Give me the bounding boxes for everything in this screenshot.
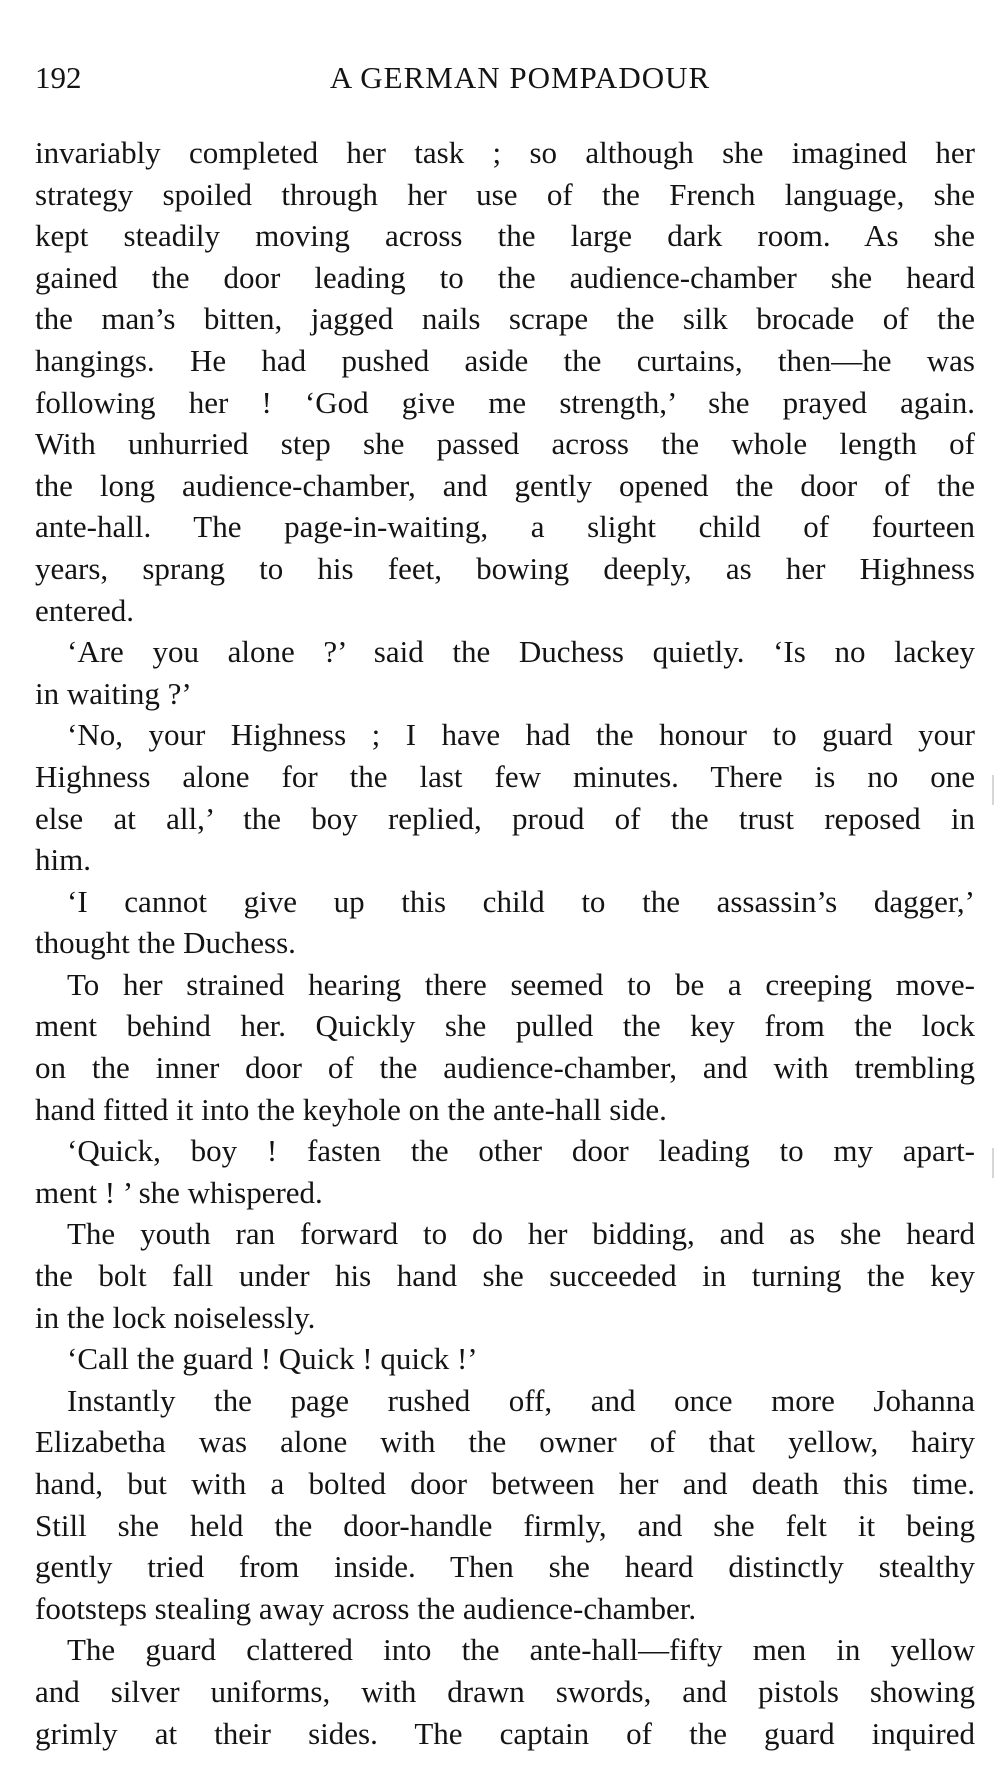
- text-line: ‘I cannot give up this child to the assassin’s dagger,’: [67, 883, 975, 919]
- text-line: hangings. He had pushed aside the curtains, then—he was: [35, 342, 975, 378]
- text-line: strategy spoiled through her use of the French language, she: [35, 176, 975, 212]
- text-line: him.: [35, 842, 91, 878]
- margin-mark: [992, 1148, 994, 1178]
- text-line: following her ! ‘God give me strength,’ she prayed again.: [35, 384, 975, 420]
- text-line: Highness alone for the last few minutes. There is no one: [35, 758, 975, 794]
- text-line: ‘Quick, boy ! fasten the other door leading to my apart-: [67, 1133, 975, 1169]
- text-line: the man’s bitten, jagged nails scrape the silk brocade of the: [35, 301, 975, 337]
- text-line: thought the Duchess.: [35, 925, 296, 961]
- running-title: A GERMAN POMPADOUR: [329, 60, 711, 95]
- text-line: The guard clattered into the ante-hall—fifty men in yellow: [67, 1632, 975, 1668]
- text-line: the long audience-chamber, and gently opened the door of the: [35, 467, 975, 503]
- text-line: ‘Are you alone ?’ said the Duchess quietly. ‘Is no lackey: [67, 634, 975, 670]
- text-line: ‘No, your Highness ; I have had the honour to guard your: [67, 717, 975, 753]
- text-line: kept steadily moving across the large dark room. As she: [35, 218, 975, 254]
- margin-mark: [992, 775, 994, 805]
- text-line: else at all,’ the boy replied, proud of the trust reposed in: [35, 800, 975, 836]
- page-number: 192: [35, 60, 82, 95]
- text-line: Still she held the door-handle firmly, and she felt it being: [35, 1507, 975, 1543]
- text-line: To her strained hearing there seemed to be a creeping move-: [67, 966, 975, 1002]
- text-line: The youth ran forward to do her bidding, and as she heard: [67, 1216, 975, 1252]
- text-line: in the lock noiselessly.: [35, 1299, 316, 1335]
- text-line: the bolt fall under his hand she succeeded in turning the key: [35, 1258, 975, 1294]
- text-line: ment ! ’ she whispered.: [35, 1174, 323, 1210]
- text-line: Instantly the page rushed off, and once more Johanna: [67, 1382, 975, 1418]
- text-line: years, sprang to his feet, bowing deeply, as her Highness: [35, 550, 975, 586]
- text-line: entered.: [35, 592, 134, 628]
- text-line: on the inner door of the audience-chamber, and with trembling: [35, 1050, 975, 1086]
- text-line: hand, but with a bolted door between her and death this time.: [35, 1466, 975, 1501]
- text-line: and silver uniforms, with drawn swords, and pistols showing: [35, 1673, 975, 1709]
- text-line: footsteps stealing away across the audience-chamber.: [35, 1590, 697, 1626]
- body-text: [35, 132, 975, 1754]
- text-line: With unhurried step she passed across the whole length of: [35, 426, 975, 462]
- text-line: gained the door leading to the audience-chamber she heard: [35, 259, 975, 295]
- text-line: gently tried from inside. Then she heard distinctly stealthy: [35, 1549, 975, 1585]
- text-line: ment behind her. Quickly she pulled the key from the lock: [35, 1008, 975, 1044]
- text-line: grimly at their sides. The captain of the guard inquired: [35, 1715, 975, 1751]
- running-head: [35, 58, 975, 98]
- text-line: in waiting ?’: [35, 675, 192, 711]
- text-line: hand fitted it into the keyhole on the ante-hall side.: [35, 1091, 667, 1127]
- text-line: ante-hall. The page-in-waiting, a slight child of fourteen: [35, 509, 975, 545]
- text-line: ‘Call the guard ! Quick ! quick !’: [67, 1341, 478, 1377]
- text-line: Elizabetha was alone with the owner of that yellow, hairy: [35, 1424, 975, 1460]
- text-line: invariably completed her task ; so although she imagined her: [35, 135, 975, 170]
